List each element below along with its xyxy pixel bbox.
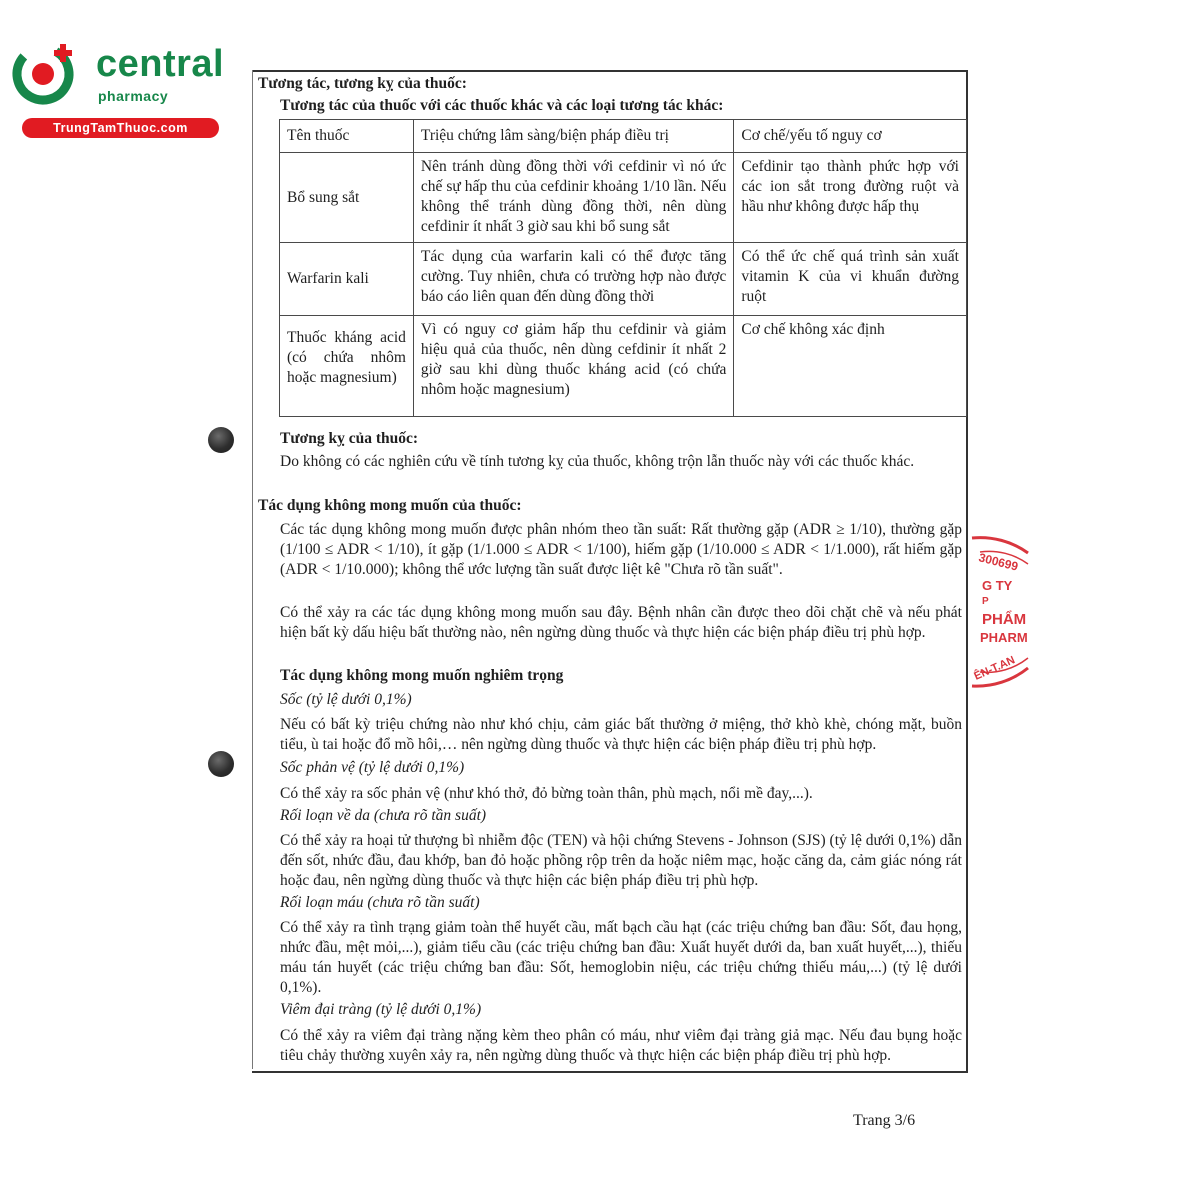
table-header-row	[280, 120, 967, 153]
table-row	[280, 316, 967, 417]
table-cell-mechanism: Có thể ức chế quá trình sản xuất vitamin K của vi khuẩn đường ruột	[734, 243, 967, 316]
subheading-drug-interactions: Tương tác của thuốc với các thuốc khác và các loại tương tác khác:	[280, 97, 724, 114]
italic-heading-shock: Sốc (tỷ lệ dưới 0,1%)	[280, 691, 412, 708]
paragraph-incompatibility: Do không có các nghiên cứu về tính tương kỵ của thuốc, không trộn lẫn thuốc này với các thuốc khác.	[280, 453, 915, 470]
punch-hole-bottom	[208, 751, 234, 777]
table-row	[280, 243, 967, 316]
section-heading-adverse-effects: Tác dụng không mong muốn của thuốc:	[258, 497, 522, 514]
table-cell-symptom: Nên tránh dùng đồng thời với cefdinir vì nó ức chế sự hấp thu của cefdinir khoảng 1/10 lần. Nếu không thể tránh dùng đồng thời, nên dùng cefdinir ít nhất 3 giờ sau khi bổ sung sắt	[413, 153, 733, 243]
company-stamp	[968, 528, 1030, 693]
paragraph-frequency: Các tác dụng không mong muốn được phân nhóm theo tần suất: Rất thường gặp (ADR ≥ 1/10), thường gặp (1/100 ≤ ADR < 1/10), ít gặp (1/1.000 ≤ ADR < 1/100), hiếm gặp (1/10.000 ≤ ADR < 1/1.000), rất hiếm gặp (ADR < 1/10.000); không thể ước lượng tần suất được liệt kê "Chưa rõ tần suất".	[280, 521, 962, 578]
table-cell-mechanism: Cơ chế không xác định	[734, 316, 967, 417]
punch-hole-top	[208, 427, 234, 453]
stamp-text-2: G TY	[982, 578, 1013, 593]
table-header-cell: Tên thuốc	[280, 120, 414, 153]
central-pharmacy-logo-icon	[10, 38, 80, 108]
page-frame-left-edge	[252, 70, 253, 1069]
section-heading-interactions: Tương tác, tương kỵ của thuốc:	[258, 75, 467, 92]
table-cell-drug: Thuốc kháng acid (có chứa nhôm hoặc magnesium)	[280, 316, 414, 417]
subheading-incompatibility: Tương kỵ của thuốc:	[280, 430, 419, 447]
table-cell-drug: Bổ sung sắt	[280, 153, 414, 243]
paragraph-monitoring: Có thể xảy ra các tác dụng không mong muốn sau đây. Bệnh nhân cần được theo dõi chặt chẽ và nếu phát hiện bất kỳ dấu hiệu bất thường nào, nên ngừng dùng thuốc và thực hiện các biện pháp điều trị phù hợp.	[280, 604, 962, 641]
stamp-text-1: 300699	[977, 550, 1020, 574]
stamp-text-6: ÊN-T.AN	[972, 654, 1017, 683]
table-header-cell: Cơ chế/yếu tố nguy cơ	[734, 120, 967, 153]
table-cell-mechanism: Cefdinir tạo thành phức hợp với các ion sắt trong đường ruột và hầu như không được hấp thụ	[734, 153, 967, 243]
table-cell-symptom: Vì có nguy cơ giảm hấp thu cefdinir và giảm hiệu quả của thuốc, nên dùng cefdinir ít nhất 2 giờ sau khi dùng thuốc kháng acid (có chứa nhôm hoặc magnesium)	[413, 316, 733, 417]
table-cell-symptom: Tác dụng của warfarin kali có thể được tăng cường. Tuy nhiên, chưa có trường hợp nào được báo cáo liên quan đến dùng đồng thời	[413, 243, 733, 316]
paragraph-skin: Có thể xảy ra hoại tử thượng bì nhiễm độc (TEN) và hội chứng Stevens - Johnson (SJS) (tỷ lệ dưới 0,1%) dẫn đến sốt, nhức đầu, đau khớp, ban đỏ hoặc phồng rộp trên da hoặc niêm mạc, hoặc căng da, cảm giác nóng rát hoặc đau, nên ngừng dùng thuốc và thực hiện các biện pháp điều trị phù hợp.	[280, 832, 962, 889]
italic-heading-skin: Rối loạn về da (chưa rõ tần suất)	[280, 807, 487, 824]
table-row	[280, 153, 967, 243]
logo-url-badge: TrungTamThuoc.com	[22, 118, 219, 138]
interactions-table	[279, 119, 967, 417]
table-cell-drug: Warfarin kali	[280, 243, 414, 316]
brand-logo	[10, 38, 225, 138]
stamp-text-5: PHARM	[980, 630, 1028, 645]
italic-heading-anaphylaxis: Sốc phản vệ (tỷ lệ dưới 0,1%)	[280, 759, 465, 776]
italic-heading-blood: Rối loạn máu (chưa rõ tần suất)	[280, 894, 480, 911]
stamp-text-3: P	[982, 596, 989, 607]
table-header-cell: Triệu chứng lâm sàng/biện pháp điều trị	[413, 120, 733, 153]
stamp-text-4: PHẨM	[982, 611, 1027, 628]
paragraph-blood: Có thể xảy ra tình trạng giảm toàn thể huyết cầu, mất bạch cầu hạt (các triệu chứng ban đầu: Sốt, đau họng, nhức đầu, mệt mỏi,...), giảm tiểu cầu (các triệu chứng ban đầu: Xuất huyết dưới da, ban xuất huyết,...), thiếu máu tán huyết (các triệu chứng ban đầu: Sốt, hemoglobin niệu, các triệu chứng thiếu máu,...) (tỷ lệ dưới 0,1%).	[280, 919, 962, 996]
paragraph-anaphylaxis: Có thể xảy ra sốc phản vệ (như khó thở, đỏ bừng toàn thân, phù mạch, nổi mề đay,...).	[280, 785, 813, 802]
italic-heading-colitis: Viêm đại tràng (tỷ lệ dưới 0,1%)	[280, 1001, 482, 1018]
page-number: Trang 3/6	[853, 1112, 916, 1129]
subheading-serious-effects: Tác dụng không mong muốn nghiêm trọng	[280, 667, 564, 684]
paragraph-shock: Nếu có bất kỳ triệu chứng nào như khó chịu, cảm giác bất thường ở miệng, thở khò khè, chóng mặt, buồn tiểu, ù tai hoặc đổ mồ hôi,… nên ngừng dùng thuốc và thực hiện các biện pháp điều trị phù hợp.	[280, 716, 962, 753]
logo-subtitle: pharmacy	[98, 88, 169, 104]
logo-name: central	[96, 43, 225, 85]
paragraph-colitis: Có thể xảy ra viêm đại tràng nặng kèm theo phân có máu, như viêm đại tràng giả mạc. Nếu đau bụng hoặc tiêu chảy thường xuyên xảy ra, nên ngừng dùng thuốc và thực hiện các biện pháp điều trị phù hợp.	[280, 1027, 962, 1064]
